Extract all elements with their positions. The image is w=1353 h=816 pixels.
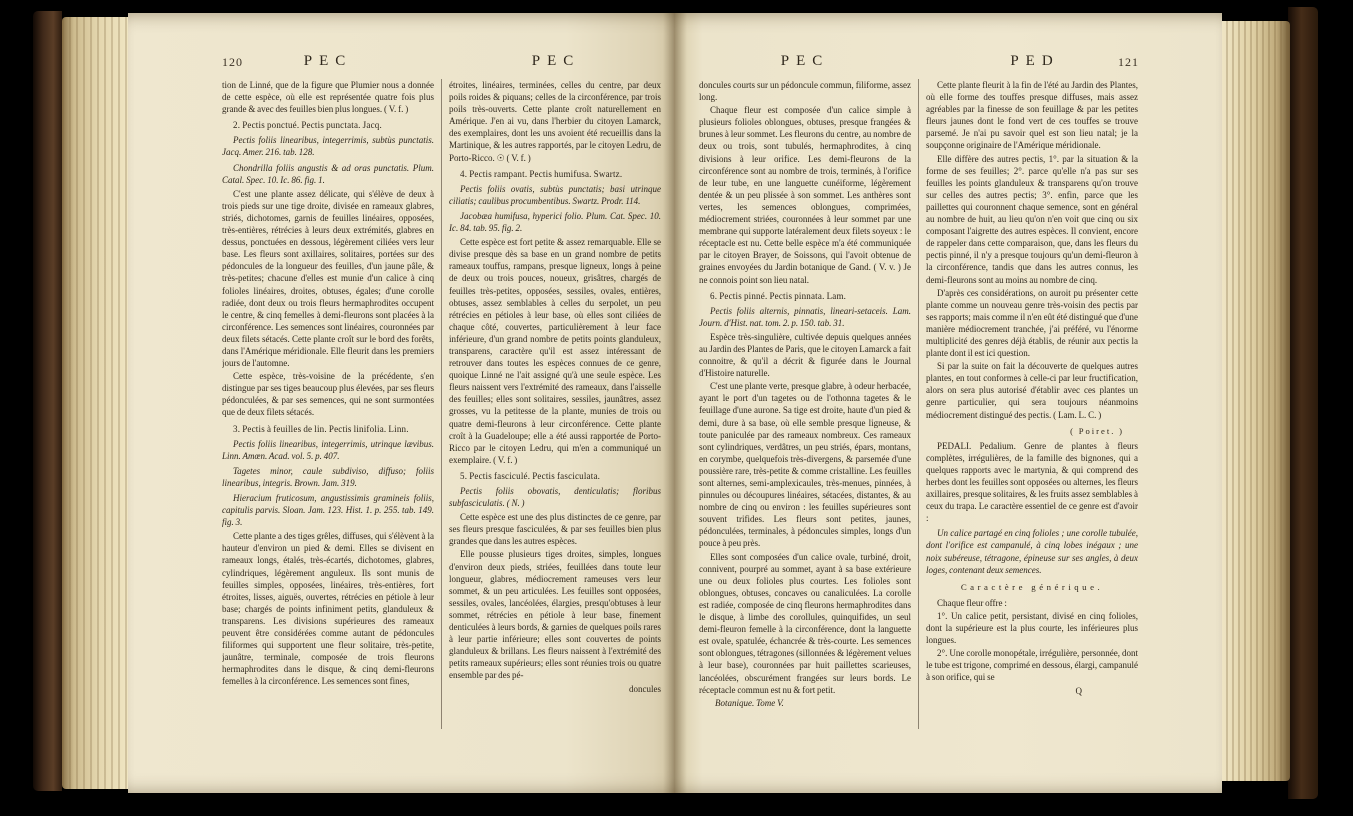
paragraph: Chondrilla foliis angustis & ad oras punctatis. Plum. Catal. Spec. 10. Ic. 86. fig. 1. xyxy=(222,162,434,185)
paragraph: Chaque fleur offre : xyxy=(937,597,1007,608)
paragraph: ( Poiret. ) xyxy=(1070,425,1124,436)
paragraph: D'après ces considérations, on auroit pu présenter cette plante comme un nouveau genre très-voisin des pectis par ses rapports; mais comme il n'en eût été distingué que d'une manière médiocrement tranchée, j'ai préféré, vu l'énorme multiplicité des genres déjà établis, de réunir aux pectis la plante dont il est ici question. xyxy=(926,287,1138,359)
text-column xyxy=(449,79,661,735)
folio-number: 121 xyxy=(1118,55,1139,69)
paragraph: Q xyxy=(1075,685,1082,696)
species-heading: 3. Pectis à feuilles de lin. Pectis linifolia. Linn. xyxy=(233,423,409,434)
paragraph: PEDALI. Pedalium. Genre de plantes à fleurs complètes, irrégulières, de la famille des bignones, qui a quelques rapports avec le martynia, & qui comprend des herbes dont les feuilles sont opposées ou alternes, les fleurs axillaires, presque solitaires, & les fruits assez semblables à ceux du trapa. Le caractère essentiel de ce genre est d'avoir : xyxy=(926,440,1138,524)
paragraph: Pectis foliis obovatis, denticulatis; floribus subfasciculatis. ( N. ) xyxy=(449,486,661,509)
column-rule xyxy=(918,79,919,729)
paragraph: Pectis foliis linearibus, integerrimis, subtùs punctatis. Jacq. Amer. 216. tab. 128. xyxy=(222,135,434,158)
page-left xyxy=(128,13,675,793)
book-gutter xyxy=(663,13,687,793)
page-edges-right xyxy=(1220,21,1290,781)
paragraph: Tagetes minor, caule subdiviso, diffuso; foliis linearibus, integris. Brown. Jam. 319. xyxy=(222,465,434,488)
page-edges-left xyxy=(62,17,128,789)
paragraph: Hieracium fruticosum, angustissimis gramineis foliis, capitulis parvis. Sloan. Jam. 123. Hist. 1. p. 255. tab. 149. fig. 3. xyxy=(222,493,434,528)
paragraph: tion de Linné, que de la figure que Plumier nous a donnée de cette espèce, où elle est représentée quatre fois plus grande & avec des feuilles bien plus longues. ( V. f. ) xyxy=(222,80,434,115)
book-cover-right xyxy=(1288,7,1318,799)
page-header-left xyxy=(222,53,662,75)
text-column xyxy=(699,79,911,735)
text-column xyxy=(222,79,434,735)
columns-right xyxy=(699,79,1141,735)
running-title: PEC xyxy=(780,53,830,69)
paragraph: Espèce très-singulière, cultivée depuis quelques années au Jardin des Plantes de Paris, que le citoyen Lamarck a fait connoitre, & qu'il a décrit & figurée dans le Journal d'Histoire naturelle. xyxy=(699,331,911,379)
paragraph: C'est une plante verte, presque glabre, à odeur herbacée, ayant le port d'un tagetes ou de l'othonna tagetes & le feuillage d'une aurone. Sa tige est droite, haute d'un pied & demi, dure à sa base, où elle semble presque ligneuse, & toute paniculée par des rameaux nombreux. Ces rameaux sont cylindriques, verdâtres, un peu striés, épars, montans, en corymbe, quelquefois très-divergens, & parsemée d'une poussière rare, très-petite & comme cristalline. Les feuilles sont alternes, semi-amplexicaules, très-menues, pinnées, à pinnules ou découpures linéaires, sétacées, distantes, & au nombre de cinq ou environ : les feuilles supérieures sont souvent trifides. Les fleurs sont petites, jaunes, pédonculées, terminales, à pédoncules simples, longs d'un pouce à peu près. xyxy=(699,381,911,549)
book xyxy=(33,7,1318,799)
folio-number: 120 xyxy=(222,55,243,69)
paragraph: Pectis foliis alternis, pinnatis, lineari-setaceis. Lam. Journ. d'Hist. nat. tom. 2. p. 150. tab. 31. xyxy=(699,305,911,328)
paragraph: Jacobæa humifusa, hyperici folio. Plum. Cat. Spec. 10. Ic. 84. tab. 95. fig. 2. xyxy=(449,210,661,234)
columns-left xyxy=(222,79,662,735)
text-column xyxy=(926,79,1138,735)
running-title: PEC xyxy=(531,53,581,69)
paragraph: Pectis foliis ovatis, subtùs punctatis; basi utrinque ciliatis; caulibus procumbentibus. Swartz. Prodr. 114. xyxy=(449,183,661,206)
paragraph: Chaque fleur est composée d'un calice simple à plusieurs folioles oblongues, obtuses, presque frangées & brunes à leur sommet. Les fleurons du centre, au nombre de deux ou trois, sont tubulés, hermaphrodites, à cinq divisions à leur orifice. Les demi-fleurons de la circonférence sont au nombre de trois, terminés, à l'orifice de leur tube, en une languette cunéiforme, légèrement dentée & un peu plissée à son sommet. Les anthères sont vertes, les semences oblongues, comprimées, médiocrement striées, couronnées à leur sommet par une membrane qui supporte latéralement deux filets soyeux : le réceptacle est nu. Cette belle espèce m'a été communiquée par le citoyen Brayer, de Soissons, qui l'avoit obtenue de graines envoyées du Jardin botanique de Gand. ( V. v. ) Je ne connois point son lieu natal. xyxy=(699,105,911,285)
book-cover-left xyxy=(33,11,62,791)
paragraph: étroites, linéaires, terminées, celles du centre, par deux poils roides & piquans; celles de la circonférence, par trois poils très-ouverts. Cette plante croît naturellement en Amérique. J'en ai vu, dans l'herbier du citoyen Lamarck, des exemplaires, dont les uns avoient été recueillis dans la Martinique, & les autres rapportés, par le citoyen Ledru, de Porto-Ricco. ☉ ( V. f. ) xyxy=(449,80,661,163)
running-title: PED xyxy=(1010,53,1060,69)
species-heading: 5. Pectis fasciculé. Pectis fasciculata. xyxy=(460,470,601,481)
paragraph: Si par la suite on fait la découverte de quelques autres plantes, en tout conformes à celle-ci par leur fructification, alors on sera plus autorisé d'établir avec ces plantes un genre particulier, qui sera toujours néanmoins médiocrement distingué des pectis. ( Lam. L. C. ) xyxy=(926,361,1138,420)
paragraph: 1°. Un calice petit, persistant, divisé en cinq folioles, dont la supérieure est la plus courte, les inférieures plus longues. xyxy=(926,610,1138,646)
paragraph: doncules xyxy=(629,683,661,694)
species-heading: 4. Pectis rampant. Pectis humifusa. Swartz. xyxy=(460,168,623,179)
running-title: PEC xyxy=(303,53,353,69)
paragraph: Cette espèce est fort petite & assez remarquable. Elle se divise presque dès sa base en un grand nombre de petits rameaux touffus, rampans, presque ligneux, longs à peine de deux ou trois pouces, noueux, grisâtres, chargés de feuilles très-petites, opposées, sessiles, ovales, entières, obtuses, assez semblables à celles du serpolet, un peu rétrécies en pétioles à leur base, où elles sont ciliées de chaque côté, couvertes, particulièrement à leur face inférieure, d'un grand nombre de petits points glanduleux, transparens, caractère qu'il est assez intéressant de retrouver dans toutes les espèces connues de ce genre, quoique Linné ne l'ait assigné qu'à une seule espèce. Les fleurs naissent vers l'extrémité des rameaux, dans l'aisselle des feuilles; elles sont solitaires, sessiles, jaunâtres, assez grosses, vu la petitesse de la plante, munies de trois ou quatre demi-fleurons à leur circonférence. Cette plante croît à la Guadeloupe; elle a été aussi rapportée de Porto-Ricco par le citoyen Ledru, qui m'en a communiqué un exemplaire. ( V. f. ) xyxy=(449,237,661,465)
species-heading: 6. Pectis pinné. Pectis pinnata. Lam. xyxy=(710,290,847,301)
page-header-right xyxy=(699,53,1141,75)
paragraph: Elle diffère des autres pectis, 1°. par la situation & la forme de ses feuilles; 2°. parce qu'elle n'a pas sur ses feuilles les points glanduleux & transparens qu'on trouve sur celles des autres pectis; 3°. enfin, parce que les paillettes qui couronnent chaque semence, sont en général au nombre de huit, au lieu qu'on n'en voit que cinq ou six composant l'aigrette des autres espèces. Il convient, encore de rappeler dans cette comparaison, que, dans les fleurs du pectis pinné, il n'y a presque toujours qu'un demi-fleuron à la circonférence, tandis que dans les autres connus, les demi-fleurons sont au moins au nombre de cinq. xyxy=(926,153,1138,285)
paragraph: Cette plante fleurit à la fin de l'été au Jardin des Plantes, où elle forme des touffes presque diffuses, mais assez agréables par la finesse de son feuillage & par les petites fleurs jaunes dont le fond vert de ces touffes se trouve parsemé. Je n'ai pu savoir quel est son lieu natal; je la soupçonne originaire de l'Amérique méridionale. xyxy=(926,80,1138,151)
paragraph: Elles sont composées d'un calice ovale, turbiné, droit, connivent, pourpré au sommet, ayant à sa base extérieure une ou deux folioles plus courtes. Les folioles sont oblongues, obtuses, concaves ou canaliculées. La corolle est radiée, composée de cinq fleurons hermaphrodites dans le disque, à limbe des corollules, quinquifides, un seul demi-fleuron femelle à la circonférence, dont la languette est ovale, spatulée, échancrée & très-courte. Les semences sont oblongues, tétragones (sillonnées & légèrement velues à leur base), couronnées par huit paillettes scarieuses, lancéolées, obscurément frangées sur leurs bords. Le réceptacle commun est nu & fort petit. xyxy=(699,551,911,695)
paragraph: Pectis foliis linearibus, integerrimis, utrinque lævibus. Linn. Amœn. Acad. vol. 5. p. 407. xyxy=(222,438,434,461)
textblock-right xyxy=(699,53,1141,735)
paragraph: doncules courts sur un pédoncule commun, filiforme, assez long. xyxy=(699,80,911,103)
species-heading: 2. Pectis ponctué. Pectis punctata. Jacq. xyxy=(233,120,382,131)
paragraph: Caractère générique. xyxy=(960,581,1104,592)
paragraph: 2°. Une corolle monopétale, irrégulière, personnée, dont le tube est trigone, comprimé en dessous, élargi, campanulé à son orifice, qui se xyxy=(926,648,1138,683)
paragraph: Elle pousse plusieurs tiges droites, simples, longues d'environ deux pieds, striées, feuillées dans toute leur longueur, glabres, médiocrement rameuses vers leur sommet, & un peu articulées. Les feuilles sont opposées, sessiles, ovales, lancéolées, élargies, presqu'obtuses à leur sommet, rétrécies en pétiole à leur base, finement denticulées à leurs bords, & garnies de quelques poils rares à leur partie inférieure; elles sont couvertes de points glanduleux & brillans. Les fleurs naissent à l'extrémité des petits rameaux supérieurs; elles sont réunies trois ou quatre ensemble par des pé- xyxy=(449,549,661,681)
page-right xyxy=(675,13,1222,793)
paragraph: C'est une plante assez délicate, qui s'élève de deux à trois pieds sur une tige droite, divisée en rameaux glabres, striés, dichotomes, garnis de feuilles linéaires, opposées, très-entières, rétrécies à leurs deux extrémités, glabres en dessus, ponctuées en dessous, légèrement ciliées vers leur base. Les fleurs sont axillaires, solitaires, portées sur des pédoncules de la longueur des feuilles, d'un jaune pâle, & très-petites; chacune d'elles est munie d'un calice à cinq folioles linéaires, droites, obtuses, égales; d'une corolle radiée, dont deux ou trois fleurs hermaphrodites occupent le centre, & cinq femelles à demi-fleurons sont placées à la circonférence. Les semences sont linéaires, couronnées par deux filets sétacés. Cette plante croît sur le bord des forêts, dans l'Amérique méridionale. Elle fleurit dans les premiers jours de l'automne. xyxy=(222,188,434,369)
textblock-left xyxy=(222,53,662,735)
paragraph: Cette espèce est une des plus distinctes de ce genre, par ses fleurs presque fasciculées, & par ses feuilles bien plus grandes que dans les autres espèces. xyxy=(449,512,661,547)
paragraph: Cette plante a des tiges grêles, diffuses, qui s'élèvent à la hauteur d'environ un pied & demi. Elles se divisent en rameaux longs, étalés, très-écartés, dichotomes, glabres, cylindriques, légèrement anguleux. Ils sont munis de feuilles simples, opposées, linéaires, très-entières, fort étroites, lisses, aiguës, ouvertes, rétrécies en pétiole à leur base; chargés de points infiniment petits, glanduleux & transparens. Les divisions supérieures des rameaux peuvent être considérées comme autant de pédoncules filiformes qui supportent une fleur solitaire, très-petite, jaunâtre, terminale, composée de trois fleurons hermaphrodites dans le disque, & cinq demi-fleurons femelles à la circonférence. Les semences sont fines, xyxy=(222,531,434,687)
paragraph: Botanique. Tome V. xyxy=(715,697,784,708)
paragraph: Cette espèce, très-voisine de la précédente, s'en distingue par ses tiges beaucoup plus élevées, par ses fleurs pédonculées, & par ses semences, qui ne sont surmontées que de deux filets sétacés. xyxy=(222,371,434,418)
column-rule xyxy=(441,79,442,729)
paragraph: Un calice partagé en cinq folioles ; une corolle tubulée, dont l'orifice est campanulé, à cinq lobes inégaux ; une noix subéreuse, tétragone, épineuse sur ses angles, à deux loges, contenant deux semences. xyxy=(926,528,1138,575)
